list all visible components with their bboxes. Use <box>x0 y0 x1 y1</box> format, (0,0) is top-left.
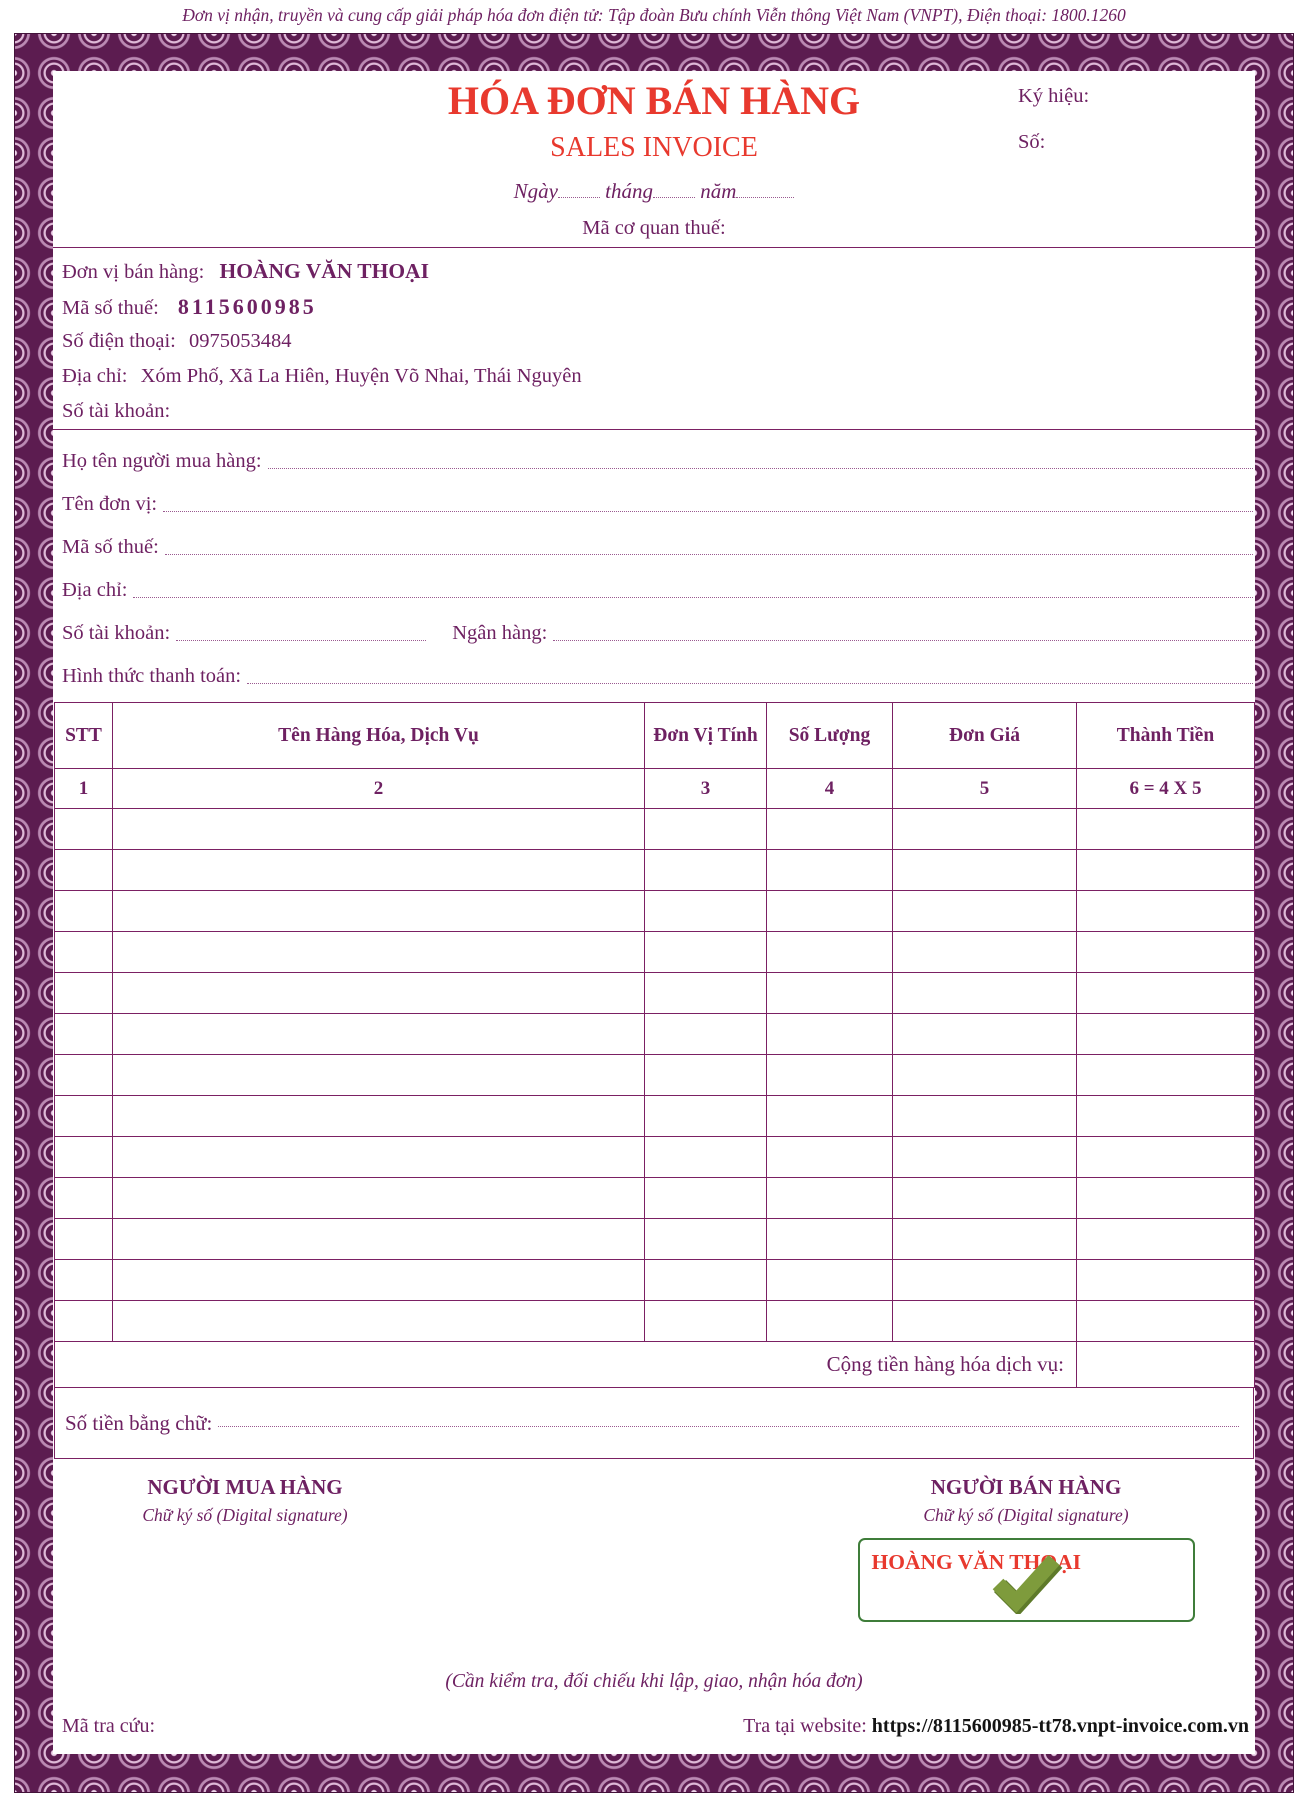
date-month-label: tháng <box>605 179 653 204</box>
item-cell <box>113 809 645 850</box>
buyer-tax-label: Mã số thuế: <box>62 536 159 559</box>
seller-phone-value: 0975053484 <box>189 330 292 353</box>
item-cell <box>113 891 645 932</box>
invoice-header <box>53 71 1255 248</box>
col-header-qty: Số Lượng <box>767 703 893 769</box>
item-cell <box>893 1014 1077 1055</box>
item-cell <box>645 1137 767 1178</box>
item-row <box>55 1178 1255 1219</box>
item-cell <box>1077 1096 1255 1137</box>
item-cell <box>645 1096 767 1137</box>
seller-account-label: Số tài khoản: <box>62 400 171 423</box>
item-row <box>55 1096 1255 1137</box>
invoice-number-label: Số: <box>1018 131 1046 153</box>
item-cell <box>767 932 893 973</box>
buyer-signature-title: NGƯỜI MUA HÀNG <box>147 1475 343 1500</box>
item-cell <box>767 1014 893 1055</box>
item-cell <box>55 809 113 850</box>
item-cell <box>893 1219 1077 1260</box>
date-month-blank <box>653 176 695 198</box>
item-cell <box>893 1096 1077 1137</box>
lookup-code-label: Mã tra cứu: <box>62 1715 156 1738</box>
item-cell <box>767 1178 893 1219</box>
item-cell <box>767 1301 893 1342</box>
item-cell <box>645 1014 767 1055</box>
item-cell <box>1077 973 1255 1014</box>
item-row <box>55 932 1255 973</box>
item-cell <box>55 1301 113 1342</box>
item-cell <box>767 1055 893 1096</box>
item-cell <box>645 1055 767 1096</box>
item-cell <box>55 932 113 973</box>
colnum-4: 4 <box>767 769 893 809</box>
item-cell <box>767 891 893 932</box>
item-row <box>55 1301 1255 1342</box>
item-cell <box>767 1096 893 1137</box>
seller-signature-subtitle: Chữ ký số (Digital signature) <box>923 1505 1129 1526</box>
invoice-title: HÓA ĐƠN BÁN HÀNG <box>447 78 861 123</box>
serial-block <box>1018 85 1089 154</box>
seller-section <box>53 248 1255 430</box>
item-cell <box>893 1178 1077 1219</box>
buyer-address-label: Địa chỉ: <box>62 579 128 602</box>
seller-signature-block <box>811 1475 1241 1622</box>
total-amount-cell <box>1077 1342 1255 1388</box>
item-cell <box>893 809 1077 850</box>
item-cell <box>113 973 645 1014</box>
item-cell <box>767 850 893 891</box>
col-header-unit: Đơn Vị Tính <box>645 703 767 769</box>
colnum-2: 2 <box>113 769 645 809</box>
item-cell <box>55 1055 113 1096</box>
buyer-signature-block <box>65 1475 425 1622</box>
col-header-stt: STT <box>55 703 113 769</box>
item-cell <box>893 891 1077 932</box>
item-cell <box>767 1260 893 1301</box>
item-cell <box>893 973 1077 1014</box>
date-day-blank <box>558 176 600 198</box>
item-cell <box>645 1178 767 1219</box>
item-cell <box>645 932 767 973</box>
item-cell <box>113 1219 645 1260</box>
item-cell <box>1077 891 1255 932</box>
col-header-name: Tên Hàng Hóa, Dịch Vụ <box>113 703 645 769</box>
invoice-date-line <box>53 176 1255 204</box>
item-cell <box>893 932 1077 973</box>
col-header-amount: Thành Tiền <box>1077 703 1255 769</box>
item-cell <box>1077 1014 1255 1055</box>
item-cell <box>55 891 113 932</box>
footer-row <box>53 1715 1255 1738</box>
item-cell <box>1077 809 1255 850</box>
item-cell <box>113 1014 645 1055</box>
seller-signature-title: NGƯỜI BÁN HÀNG <box>930 1475 1122 1500</box>
item-cell <box>645 1260 767 1301</box>
signature-name: HOÀNG VĂN THOẠI <box>871 1550 1081 1575</box>
item-cell <box>893 1137 1077 1178</box>
item-cell <box>645 891 767 932</box>
tax-authority-code-label: Mã cơ quan thuế: <box>53 217 1255 248</box>
amount-in-words-row <box>54 1388 1254 1459</box>
buyer-signature-subtitle: Chữ ký số (Digital signature) <box>142 1505 348 1526</box>
item-cell <box>893 850 1077 891</box>
item-cell <box>1077 1055 1255 1096</box>
item-cell <box>113 1178 645 1219</box>
item-row <box>55 850 1255 891</box>
items-header-row <box>55 703 1255 769</box>
item-cell <box>55 1178 113 1219</box>
item-row <box>55 1137 1255 1178</box>
verification-note: (Cần kiểm tra, đối chiếu khi lập, giao, nhận hóa đơn) <box>445 1671 863 1693</box>
buyer-name-field <box>268 468 1253 469</box>
item-cell <box>893 1301 1077 1342</box>
item-cell <box>1077 1178 1255 1219</box>
item-cell <box>767 1137 893 1178</box>
website-label: Tra tại website: <box>743 1715 867 1738</box>
item-cell <box>1077 1137 1255 1178</box>
colnum-1: 1 <box>55 769 113 809</box>
amount-words-label: Số tiền bằng chữ: <box>65 1410 213 1435</box>
date-year-label: năm <box>700 179 737 204</box>
item-cell <box>645 1219 767 1260</box>
buyer-payment-label: Hình thức thanh toán: <box>62 665 242 688</box>
invoice-subtitle: SALES INVOICE <box>550 132 758 163</box>
item-cell <box>1077 1301 1255 1342</box>
invoice-content <box>53 71 1255 1754</box>
total-label: Cộng tiền hàng hóa dịch vụ: <box>55 1342 1077 1388</box>
item-cell <box>113 850 645 891</box>
buyer-name-label: Họ tên người mua hàng: <box>62 450 262 473</box>
item-cell <box>113 932 645 973</box>
colnum-3: 3 <box>645 769 767 809</box>
item-cell <box>55 1096 113 1137</box>
item-cell <box>1077 932 1255 973</box>
item-cell <box>113 1055 645 1096</box>
item-cell <box>55 1137 113 1178</box>
provider-note: Đơn vị nhận, truyền và cung cấp giải pháp hóa đơn điện tử: Tập đoàn Bưu chính Viễn thông Việt Nam (VNPT), Điện thoại: 1800.1260 <box>182 5 1126 25</box>
item-cell <box>55 850 113 891</box>
colnum-5: 5 <box>893 769 1077 809</box>
seller-tax-label: Mã số thuế: <box>62 297 159 320</box>
item-row <box>55 809 1255 850</box>
date-day-label: Ngày <box>513 179 558 204</box>
colnum-6: 6 = 4 X 5 <box>1077 769 1255 809</box>
item-cell <box>55 973 113 1014</box>
buyer-account-field <box>176 640 426 641</box>
seller-unit-value: HOÀNG VĂN THOẠI <box>219 259 429 284</box>
item-cell <box>113 1301 645 1342</box>
item-cell <box>1077 1219 1255 1260</box>
item-cell <box>893 1260 1077 1301</box>
item-row <box>55 1260 1255 1301</box>
item-cell <box>1077 850 1255 891</box>
buyer-unit-field <box>163 511 1253 512</box>
col-header-price: Đơn Giá <box>893 703 1077 769</box>
amount-words-field <box>218 1426 1239 1427</box>
item-row <box>55 1055 1255 1096</box>
item-cell <box>113 1137 645 1178</box>
buyer-address-field <box>133 597 1253 598</box>
seller-phone-label: Số điện thoại: <box>62 330 176 353</box>
website-line <box>743 1715 1249 1738</box>
seller-unit-label: Đơn vị bán hàng: <box>62 261 205 284</box>
buyer-tax-field <box>165 554 1253 555</box>
date-year-blank <box>736 176 794 198</box>
item-cell <box>645 809 767 850</box>
item-cell <box>645 1301 767 1342</box>
item-cell <box>767 809 893 850</box>
buyer-account-label: Số tài khoản: <box>62 622 171 645</box>
item-cell <box>55 1014 113 1055</box>
buyer-bank-label: Ngân hàng: <box>452 622 548 645</box>
item-cell <box>113 1096 645 1137</box>
signed-check-icon <box>988 1550 1066 1614</box>
buyer-payment-field <box>247 683 1253 684</box>
seller-tax-value: 8115600985 <box>177 294 317 320</box>
item-row <box>55 891 1255 932</box>
buyer-unit-label: Tên đơn vị: <box>62 493 158 516</box>
item-cell <box>645 850 767 891</box>
items-table <box>54 702 1255 1388</box>
item-rows-body <box>55 809 1255 1342</box>
item-cell <box>893 1055 1077 1096</box>
buyer-bank-field <box>553 640 1253 641</box>
item-cell <box>1077 1260 1255 1301</box>
item-cell <box>767 973 893 1014</box>
item-row <box>55 973 1255 1014</box>
item-cell <box>645 973 767 1014</box>
item-row <box>55 1219 1255 1260</box>
item-cell <box>55 1219 113 1260</box>
item-cell <box>55 1260 113 1301</box>
serial-label: Ký hiệu: <box>1018 85 1090 107</box>
buyer-section <box>53 430 1255 690</box>
item-cell <box>113 1260 645 1301</box>
item-cell <box>767 1219 893 1260</box>
seller-address-value: Xóm Phố, Xã La Hiên, Huyện Võ Nhai, Thái Nguyên <box>140 365 582 388</box>
website-url-link[interactable]: https://8115600985-tt78.vnpt-invoice.com.vn <box>871 1715 1249 1738</box>
digital-signature-box <box>858 1538 1195 1622</box>
totals-row <box>55 1342 1255 1388</box>
seller-address-label: Địa chỉ: <box>62 365 128 388</box>
signature-section <box>53 1475 1255 1622</box>
items-colnum-row <box>55 769 1255 809</box>
item-row <box>55 1014 1255 1055</box>
